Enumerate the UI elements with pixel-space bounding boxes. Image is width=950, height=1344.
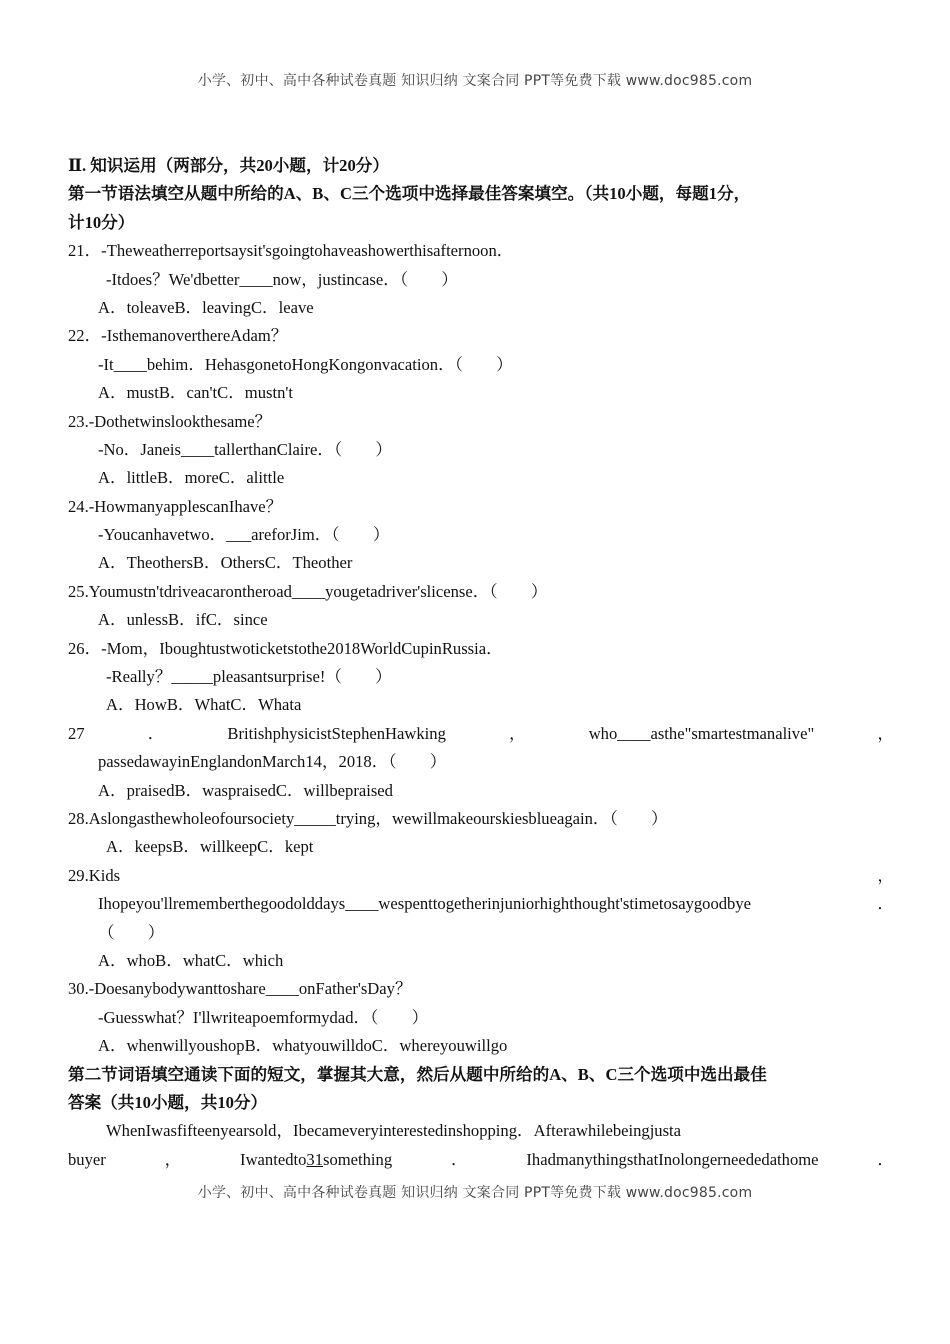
q30-reply: -Guesswhat？I'llwriteapoemformydad．（ ） (98, 1007, 429, 1027)
passage-blank-phrase (240, 1146, 392, 1174)
passage-phrase: IhadmanythingsthatInolongerneededathome (526, 1149, 819, 1169)
q22-reply: -It____behim．HehasgonetoHongKongonvacation．（ ） (98, 354, 513, 374)
q27-stem (68, 720, 894, 748)
q29-answer-bracket: （ ） (98, 922, 165, 942)
q27-part: BritishphysicistStephenHawking (227, 723, 446, 743)
page-header: 小学、初中、高中各种试卷真题 知识归纳 文案合同 PPT等免费下载 www.doc985.com (197, 73, 753, 89)
section-title: Ⅱ. 知识运用（两部分，共20小题，计20分） (68, 156, 389, 175)
part1-instruction-line1: 第一节语法填空从题中所给的A、B、C三个选项中选择最佳答案填空。（共10小题，每题1分， (68, 184, 751, 204)
q30-stem: 30.-Doesanybodywanttoshare____onFather'sDay？ (68, 979, 412, 999)
document-body (68, 152, 894, 1174)
q30-options: A．whenwillyoushopB．whatyouwilldoC．whereyouwillgo (98, 1036, 508, 1056)
passage-word: buyer (68, 1149, 106, 1169)
q24-reply: -Youcanhavetwo．___areforJim．（ ） (98, 525, 390, 545)
passage-comma: ， (164, 1149, 182, 1169)
passage-line1: WhenIwasfifteenyearsold，Ibecameveryinterestedinshopping．Afterawhilebeingjusta (106, 1121, 682, 1141)
q23-options: A．littleB．moreC．alittle (98, 468, 285, 488)
part1-instruction-line2: 计10分） (68, 212, 135, 232)
q24-stem: 24.-HowmanyapplescanIhave？ (68, 496, 283, 516)
q27-dot: ． (147, 723, 165, 743)
q21-options: A．toleaveB．leavingC．leave (98, 297, 314, 317)
passage-word: something (323, 1149, 393, 1169)
passage-period: ． (450, 1149, 468, 1169)
q29-comma: ， (877, 865, 894, 885)
passage-period: ． (877, 1149, 894, 1169)
q22-stem: 22．-IsthemanoverthereAdam？ (68, 326, 288, 346)
part2-instruction-line2: 答案（共10小题，共10分） (68, 1092, 268, 1112)
passage-line2 (68, 1146, 894, 1174)
q25-options: A．unlessB．ifC．since (98, 610, 268, 630)
q21-reply: -Itdoes？We'dbetter____now，justincase．（ ） (106, 269, 458, 289)
q22-options: A．mustB．can'tC．mustn't (98, 383, 293, 403)
q27-comma: ， (509, 723, 526, 743)
q27-part: who____asthe"smartestmanalive" (588, 723, 815, 743)
q24-options: A．TheothersB．OthersC．Theother (98, 553, 353, 573)
blank-31: 31 (306, 1149, 323, 1169)
q25-stem: 25.Youmustn'tdriveacarontheroad____yougetadriver'slicense．（ ） (68, 581, 548, 601)
q27-number: 27 (68, 723, 85, 743)
q29-period: ． (877, 894, 894, 914)
q23-reply: -No．Janeis____tallerthanClaire．（ ） (98, 439, 393, 459)
q29-stem (68, 862, 894, 890)
page-footer: 小学、初中、高中各种试卷真题 知识归纳 文案合同 PPT等免费下载 www.doc985.com (197, 1185, 753, 1201)
q26-stem: 26．-Mom，Iboughtustwoticketstothe2018WorldCupinRussia． (68, 638, 503, 658)
q27-comma: ， (877, 723, 894, 743)
q29-stem-continued (68, 890, 894, 918)
part2-instruction-line1: 第二节词语填空通读下面的短文，掌握其大意，然后从题中所给的A、B、C三个选项中选出最佳 (68, 1064, 767, 1084)
q26-reply: -Really？_____pleasantsurprise!（ ） (106, 667, 392, 687)
q28-stem: 28.Aslongasthewholeofoursociety_____trying，wewillmakeourskiesblueagain．（ ） (68, 808, 668, 828)
q21-stem: 21．-Theweatherreportsaysit'sgoingtohaveashowerthisafternoon． (68, 241, 514, 261)
q29-start: 29.Kids (68, 865, 121, 885)
q27-options: A．praisedB．waspraisedC．willbepraised (98, 780, 393, 800)
q26-options: A．HowB．WhatC．Whata (106, 695, 302, 715)
q29-options: A．whoB．whatC．which (98, 950, 284, 970)
q27-stem-continued: passedawayinEnglandonMarch14，2018．（ ） (98, 752, 447, 772)
passage-word: Iwantedto (240, 1149, 307, 1169)
q29-sentence: Ihopeyou'llrememberthegoodolddays____wespenttogetherinjuniorhighthought'stimetosaygoodbye (98, 894, 752, 914)
q23-stem: 23.-Dothetwinslookthesame？ (68, 411, 272, 431)
q28-options: A．keepsB．willkeepC．kept (106, 837, 314, 857)
